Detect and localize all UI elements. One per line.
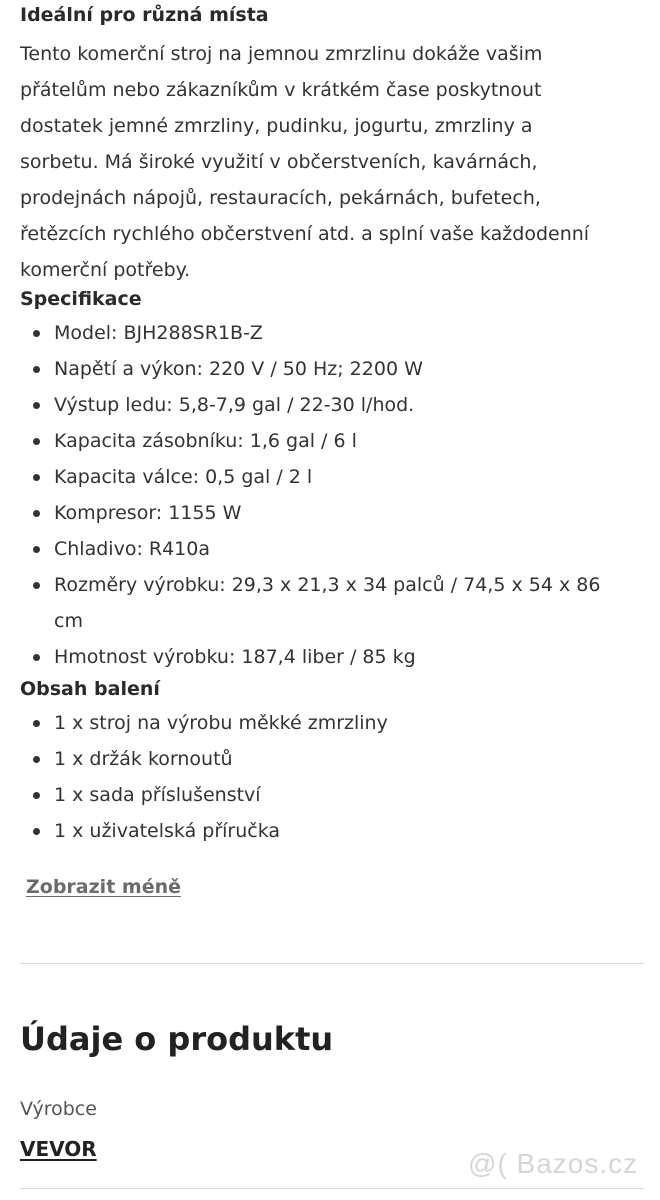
list-item <box>0 351 660 387</box>
package-text: 1 x sada příslušenství <box>54 784 261 806</box>
list-item <box>0 531 660 567</box>
show-less-link[interactable]: Zobrazit méně <box>26 876 181 898</box>
description-line: Tento komerční stroj na jemnou zmrzlinu dokáže vašim <box>20 43 543 65</box>
list-item <box>0 567 660 603</box>
manufacturer-label: Výrobce <box>20 1098 97 1120</box>
description-heading: Ideální pro různá místa <box>20 4 269 26</box>
description-text <box>20 36 648 288</box>
description-line: řetězcích rychlého občerstvení atd. a splní vaše každodenní <box>20 223 590 245</box>
spec-text: Kapacita válce: 0,5 gal / 2 l <box>54 466 313 488</box>
spec-text: Kapacita zásobníku: 1,6 gal / 6 l <box>54 430 357 452</box>
package-text: 1 x držák kornoutů <box>54 748 233 770</box>
specs-list <box>0 315 660 675</box>
spec-text: cm <box>54 610 83 632</box>
bullet-icon <box>33 366 40 373</box>
bullet-icon <box>33 438 40 445</box>
list-item-continuation <box>0 603 660 639</box>
package-text: 1 x stroj na výrobu měkké zmrzliny <box>54 712 388 734</box>
spec-text: Chladivo: R410a <box>54 538 210 560</box>
list-item <box>0 705 660 741</box>
bullet-icon <box>33 792 40 799</box>
bullet-icon <box>33 828 40 835</box>
list-item <box>0 423 660 459</box>
manufacturer-link[interactable]: VEVOR <box>20 1137 97 1161</box>
list-item <box>0 495 660 531</box>
spec-text: Model: BJH288SR1B-Z <box>54 322 263 344</box>
bullet-icon <box>33 402 40 409</box>
description-line: přátelům nebo zákazníkům v krátkém čase poskytnout <box>20 79 542 101</box>
package-list <box>0 705 660 849</box>
product-info-title: Údaje o produktu <box>20 1020 334 1058</box>
divider <box>20 963 644 964</box>
spec-text: Napětí a výkon: 220 V / 50 Hz; 2200 W <box>54 358 423 380</box>
package-heading: Obsah balení <box>20 678 160 700</box>
bullet-icon <box>33 582 40 589</box>
spec-text: Rozměry výrobku: 29,3 x 21,3 x 34 palců / 74,5 x 54 x 86 <box>54 574 601 596</box>
description-line: prodejnách nápojů, restauracích, pekárnách, bufetech, <box>20 187 541 209</box>
bullet-icon <box>33 756 40 763</box>
spec-text: Hmotnost výrobku: 187,4 liber / 85 kg <box>54 646 416 668</box>
bullet-icon <box>33 330 40 337</box>
bullet-icon <box>33 510 40 517</box>
bullet-icon <box>33 474 40 481</box>
watermark-logo: @( Bazos.cz <box>468 1148 639 1179</box>
spec-text: Kompresor: 1155 W <box>54 502 242 524</box>
spec-text: Výstup ledu: 5,8-7,9 gal / 22-30 l/hod. <box>54 394 415 416</box>
description-line: dostatek jemné zmrzliny, pudinku, jogurtu, zmrzliny a <box>20 115 533 137</box>
list-item <box>0 741 660 777</box>
divider <box>20 1188 644 1189</box>
specs-heading: Specifikace <box>20 288 142 310</box>
bullet-icon <box>33 546 40 553</box>
bullet-icon <box>33 720 40 727</box>
list-item <box>0 813 660 849</box>
list-item <box>0 639 660 675</box>
description-line: komerční potřeby. <box>20 259 191 281</box>
list-item <box>0 387 660 423</box>
description-line: sorbetu. Má široké využití v občerstveních, kavárnách, <box>20 151 538 173</box>
list-item <box>0 315 660 351</box>
list-item <box>0 459 660 495</box>
package-text: 1 x uživatelská příručka <box>54 820 281 842</box>
list-item <box>0 777 660 813</box>
bullet-icon <box>33 654 40 661</box>
